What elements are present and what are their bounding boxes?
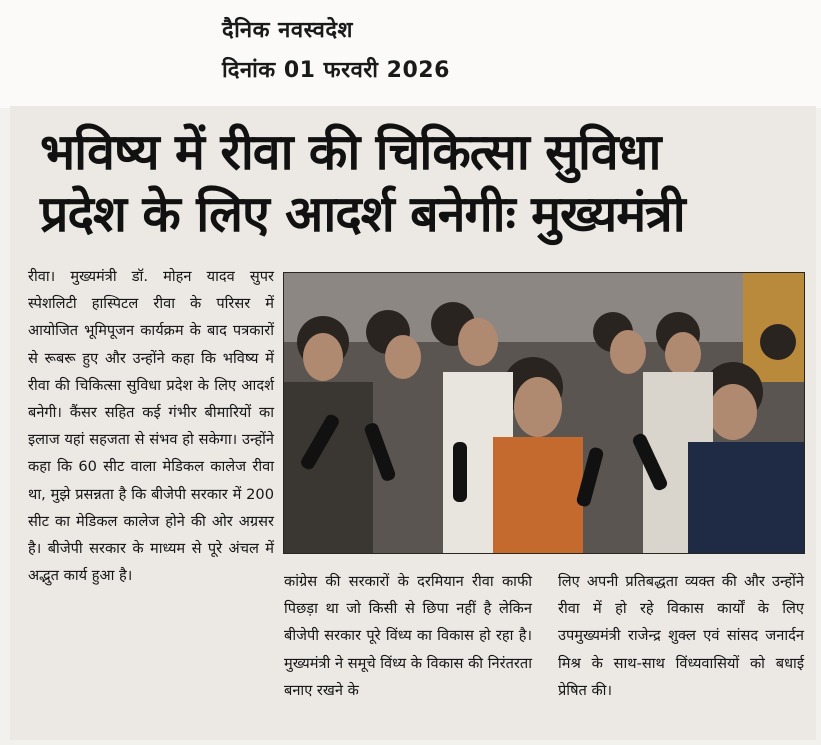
article-column-2 [284,568,532,704]
newspaper-name: दैनिक नवस्वदेश [222,18,354,43]
column-3-text: लिए अपनी प्रतिबद्धता व्यक्त की और उन्होंने रीवा में हो रहे विकास कार्यों के लिए उपमुख्यमंत्री राजेन्द्र शुक्ल एवं सांसद जनार्दन मिश्र के साथ-साथ विंध्यवासियों को बधाई प्रेषित की। [558,573,804,699]
press-photo [283,272,805,554]
column-1-text: रीवा। मुख्यमंत्री डॉ. मोहन यादव सुपर स्पेशलिटी हास्पिटल रीवा के परिसर में आयोजित भूमिपूजन कार्यक्रम के बाद पत्रकारों से रूबरू हुए और उन्होंने कहा कि भविष्य में रीवा की चिकित्सा सुविधा प्रदेश के लिए आदर्श बनेगी। कैंसर सहित कई गंभीर बीमारियों का इलाज यहां सहजता से संभव हो सकेगा। उन्होंने कहा कि 60 सीट वाला मेडिकल कालेज रीवा था, मुझे प्रसन्नता है कि बीजेपी सरकार में 200 सीट का मेडिकल कालेज होने की ओर अग्रसर है। बीजेपी सरकार के माध्यम से पूरे अंचल में अद्भुत कार्य हुआ है। [28,268,274,585]
publication-date: दिनांक 01 फरवरी 2026 [222,58,450,83]
column-2-text: कांग्रेस की सरकारों के दरमियान रीवा काफी पिछड़ा था जो किसी से छिपा नहीं है लेकिन बीजेपी सरकार पूरे विंध्य का विकास हो रहा है। मुख्यमंत्री ने समूचे विंध्य के विकास की निरंतरता बनाए रखने के [284,573,532,699]
article-column-1 [28,263,274,589]
article-column-3 [558,568,804,704]
headline [40,122,800,246]
headline-line-1: भविष्य में रीवा की चिकित्सा सुविधा [40,123,661,181]
press-photo-illustration [283,272,805,554]
headline-line-2: प्रदेश के लिए आदर्श बनेगीः मुख्यमंत्री [40,185,685,243]
masthead [0,0,821,108]
